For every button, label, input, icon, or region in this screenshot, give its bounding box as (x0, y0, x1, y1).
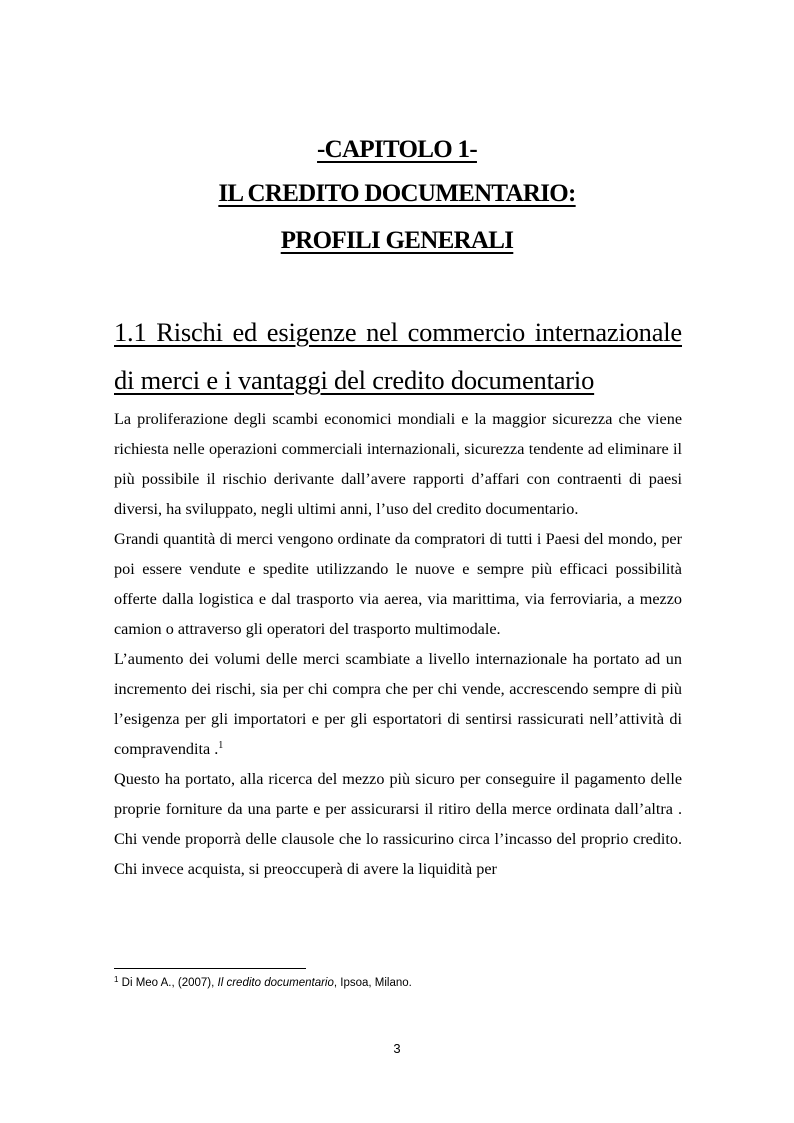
paragraph: La proliferazione degli scambi economici mondiali e la maggior sicurezza che viene richiesta nelle operazioni commerciali internazionali, sicurezza tendente ad eliminare il più possibile il rischio derivante dall’avere rapporti d’affari con contraenti di paesi diversi, ha sviluppato, negli ultimi anni, l’uso del credito documentario. (114, 410, 682, 518)
footnote (114, 977, 412, 989)
chapter-title-line-1: IL CREDITO DOCUMENTARIO: (218, 180, 576, 207)
chapter-number: -CAPITOLO 1- (317, 136, 477, 163)
paragraph-text: L’aumento dei volumi delle merci scambiate a livello internazionale ha portato ad un incremento dei rischi, sia per chi compra che per chi vende, accrescendo sempre di più l’esigenza per gli importatori e per gli esportatori di sentirsi rassicurati nell’attività di compravendita . (114, 650, 682, 758)
chapter-title-line-2: PROFILI GENERALI (280, 227, 514, 254)
footnote-text-before: Di Meo A., (2007), (118, 977, 218, 989)
section-heading-line-1: 1.1 Rischi ed esigenze nel commercio internazionale (114, 317, 682, 347)
paragraph (114, 644, 682, 764)
footnote-reference[interactable]: 1 (218, 740, 224, 751)
section-heading-line-2: di merci e i vantaggi del credito documentario (114, 365, 595, 395)
paragraph: Questo ha portato, alla ricerca del mezzo più sicuro per conseguire il pagamento delle proprie forniture da una parte e per assicurarsi il ritiro della merce ordinata dall’altra . Chi vende proporrà delle clausole che lo rassicurino circa l’incasso del proprio credito. Chi invece acquista, si preoccuperà di avere la liquidità per (114, 770, 682, 878)
body-text (114, 404, 682, 884)
footnote-separator (114, 968, 306, 969)
footnote-number: 1 (114, 975, 119, 984)
paragraph: Grandi quantità di merci vengono ordinate da compratori di tutti i Paesi del mondo, per poi essere vendute e spedite utilizzando le nuove e sempre più efficaci possibilità offerte dalla logistica e dal trasporto via aerea, via marittima, via ferroviaria, a mezzo camion o attraverso gli operatori del trasporto multimodale. (114, 530, 682, 638)
footnote-text-after: , Ipsoa, Milano. (333, 977, 412, 989)
footnote-book-title: Il credito documentario (217, 977, 334, 989)
page-number: 3 (393, 1041, 401, 1056)
